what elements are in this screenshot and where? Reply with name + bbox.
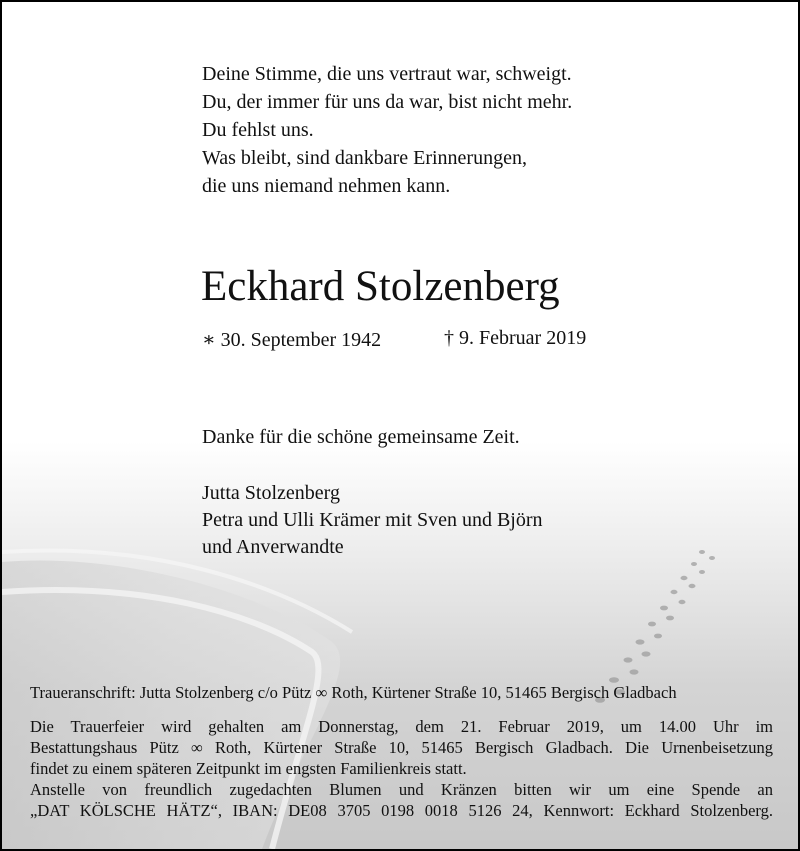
mourners	[202, 480, 543, 561]
birth-date-text: 30. September 1942	[220, 329, 382, 351]
death-date-text: 9. Februar 2019	[459, 327, 587, 349]
poem-line: Du, der immer für uns da war, bist nicht mehr.	[202, 91, 573, 113]
mourner-line: Jutta Stolzenberg	[202, 482, 340, 504]
death-symbol: †	[444, 327, 454, 349]
poem-line: Du fehlst uns.	[202, 119, 314, 141]
mourner-line: und Anverwandte	[202, 536, 344, 558]
mourner-line: Petra und Ulli Krämer mit Sven und Björn	[202, 509, 543, 531]
notice-line: Die Trauerfeier wird gehalten am Donnerstag, dem 21. Februar 2019, um 14.00 Uhr im	[30, 717, 773, 736]
birth-symbol: ∗	[202, 329, 216, 351]
notice-line: Anstelle von freundlich zugedachten Blumen und Kränzen bitten wir um eine Spende an	[30, 780, 773, 799]
funeral-notice	[30, 716, 773, 821]
poem-line: Deine Stimme, die uns vertraut war, schweigt.	[202, 63, 572, 85]
deceased-name: Eckhard Stolzenberg	[201, 263, 560, 310]
mourning-address: Traueranschrift: Jutta Stolzenberg c/o Pütz ∞ Roth, Kürtener Straße 10, 51465 Bergisch Gladbach	[30, 683, 677, 702]
death-date	[444, 327, 586, 350]
notice-line: Bestattungshaus Pütz ∞ Roth, Kürtener Straße 10, 51465 Bergisch Gladbach. Die Urnenbeisetzung	[30, 738, 773, 757]
thanks-line: Danke für die schöne gemeinsame Zeit.	[202, 426, 520, 448]
poem-line: die uns niemand nehmen kann.	[202, 175, 451, 197]
birth-date	[202, 327, 381, 352]
notice-line: „DAT KÖLSCHE HÄTZ“, IBAN: DE08 3705 0198 0018 5126 24, Kennwort: Eckhard Stolzenberg.	[30, 801, 773, 820]
poem	[202, 60, 572, 200]
poem-line: Was bleibt, sind dankbare Erinnerungen,	[202, 147, 527, 169]
notice-line: findet zu einem späteren Zeitpunkt im engsten Familienkreis statt.	[30, 759, 467, 778]
